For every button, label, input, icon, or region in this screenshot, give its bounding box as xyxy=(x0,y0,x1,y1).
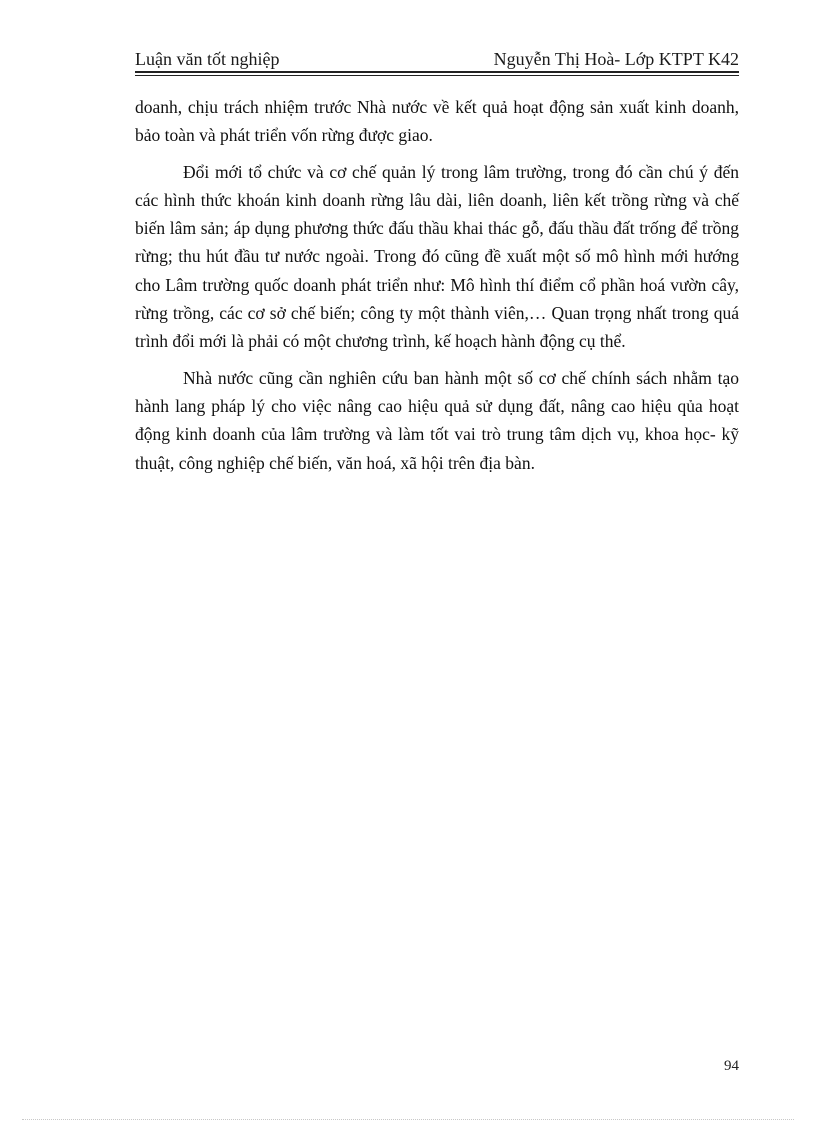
paragraph: Nhà nước cũng cần nghiên cứu ban hành một số cơ chế chính sách nhằm tạo hành lang pháp lý cho việc nâng cao hiệu quả sử dụng đất, nâng cao hiệu qủa hoạt động kinh doanh của lâm trường và làm tốt vai trò trung tâm dịch vụ, khoa học- kỹ thuật, công nghiệp chế biến, văn hoá, xã hội trên địa bàn. xyxy=(135,367,739,473)
paragraph: Đổi mới tổ chức và cơ chế quản lý trong lâm trường, trong đó cần chú ý đến các hình thức khoán kinh doanh rừng lâu dài, liên doanh, liên kết trồng rừng và chế biến lâm sản; áp dụng phương thức đấu thầu khai thác gỗ, đấu thầu đất trống để trồng rừng; thu hút đầu tư nước ngoài. Trong đó cũng đề xuất một số mô hình mới hướng cho Lâm trường quốc doanh phát triển như: Mô hình thí điểm cổ phần hoá vườn cây, rừng trồng, các cơ sở chế biến; công ty một thành viên,… Quan trọng nhất trong quá trình đổi mới là phải có một chương trình, kế hoạch hành động cụ thể. xyxy=(135,161,739,352)
footer-divider xyxy=(22,1119,794,1120)
header-thesis-title: Luận văn tốt nghiệp xyxy=(135,49,280,69)
header-divider xyxy=(135,71,739,76)
running-header xyxy=(135,48,739,70)
paragraph-continuation: doanh, chịu trách nhiệm trước Nhà nước về kết quả hoạt động sản xuất kinh doanh, bảo toàn và phát triển vốn rừng được giao. xyxy=(135,97,739,146)
page-number: 94 xyxy=(724,1058,739,1074)
body-text xyxy=(135,93,739,485)
header-author-class: Nguyễn Thị Hoà- Lớp KTPT K42 xyxy=(493,49,739,69)
